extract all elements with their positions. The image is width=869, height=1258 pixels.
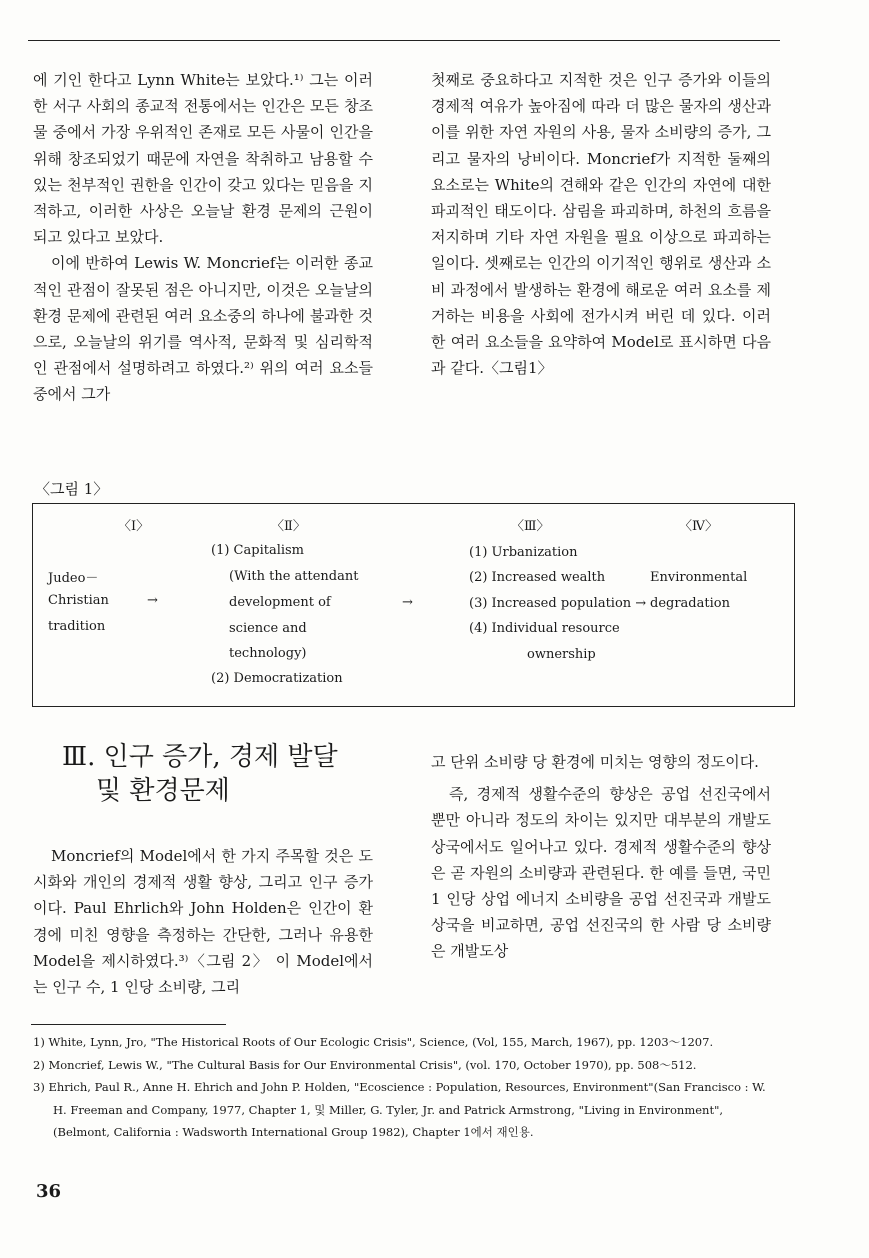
figure-col4-head: 〈Ⅳ〉 xyxy=(679,519,718,534)
paragraph: 이에 반하여 Lewis W. Moncrief는 이러한 종교적인 관점이 잘못된 점은 아니지만, 이것은 오늘날의 환경 문제에 관련된 여러 요소중의 하나에 불과한 것으로, 오늘날의 위기를 역사적, 문화적 및 심리학적인 관점에서 설명하려고 하였다.²⁾ 위의 여러 요소들 중에서 그가 xyxy=(33,254,373,404)
body-column-right-bottom xyxy=(431,749,771,965)
figure-c2-line: development of xyxy=(229,595,331,610)
paragraph: 즉, 경제적 생활수준의 향상은 공업 선진국에서 뿐만 아니라 정도의 차이는 있지만 대부분의 개발도상국에서도 일어나고 있다. 경제적 생활수준의 향상은 곧 자원의 소비량과 관련된다. 한 예를 들면, 국민 1 인당 상업 에너지 소비량을 공업 선진국과 개발도상국을 비교하면, 공업 선진국의 한 사람 당 소비량은 개발도상 xyxy=(431,785,771,961)
page-number: 36 xyxy=(36,1181,62,1202)
figure-c1-line: tradition xyxy=(48,619,106,634)
figure-col1-head: 〈Ⅰ〉 xyxy=(118,519,150,534)
top-rule xyxy=(28,40,780,41)
footnote-rule xyxy=(31,1024,226,1025)
body-column-right-top xyxy=(431,67,771,381)
figure-caption: 〈그림 1〉 xyxy=(35,480,109,498)
paragraph: 고 단위 소비량 당 환경에 미치는 영향의 정도이다. xyxy=(431,753,759,771)
footnotes xyxy=(33,1031,778,1144)
footnote: 3) Ehrich, Paul R., Anne H. Ehrich and John P. Holden, "Ecoscience : Population, Resources, Environment"(San Francisco : W. H. Freeman and Company, 1977, Chapter 1, 및 Miller, G. Tyler, Jr. and Patrick Armstrong, "Living in Environment", (Belmont, California : Wadsworth International Group 1982), Chapter 1에서 재인용. xyxy=(33,1080,766,1139)
figure-c3-line: (3) Increased population → xyxy=(469,596,647,611)
figure-c3-line: ownership xyxy=(527,647,596,662)
figure-col3-head: 〈Ⅲ〉 xyxy=(511,519,550,534)
figure-col2-head: 〈Ⅱ〉 xyxy=(271,519,306,534)
figure-c1-line: Christian xyxy=(48,593,109,608)
figure-c2-line: (2) Democratization xyxy=(211,671,343,686)
figure-c2-line: technology) xyxy=(229,646,307,661)
paragraph: 첫째로 중요하다고 지적한 것은 인구 증가와 이들의 경제적 여유가 높아짐에 따라 더 많은 물자의 생산과 이를 위한 자연 자원의 사용, 물자 소비량의 증가, 그리고 물자의 낭비이다. Moncrief가 지적한 둘째의 요소로는 White의 견해와 같은 인간의 자연에 대한 파괴적인 태도이다. 삼림을 파괴하며, 하천의 흐름을 저지하며 기타 자연 자원을 필요 이상으로 파괴하는 일이다. 셋째로는 인간의 이기적인 행위로 생산과 소비 과정에서 발생하는 환경에 해로운 여러 요소를 제거하는 비용을 사회에 전가시켜 버린 데 있다. 이러한 여러 요소들을 요약하여 Model로 표시하면 다음과 같다.〈그림1〉 xyxy=(431,71,771,378)
figure-c2-line: (1) Capitalism xyxy=(211,543,305,558)
figure-box xyxy=(32,503,795,707)
figure-c2-line: science and xyxy=(229,621,307,636)
figure-c4-line: degradation xyxy=(650,596,730,611)
figure-c1-line: Judeo－ xyxy=(48,571,99,586)
section-heading xyxy=(62,740,338,808)
paragraph: 에 기인 한다고 Lynn White는 보았다.¹⁾ 그는 이러한 서구 사회의 종교적 전통에서는 인간은 모든 창조물 중에서 가장 우위적인 존재로 모든 사물이 인간을 위해 창조되었기 때문에 자연을 착취하고 남용할 수 있는 천부적인 권한을 인간이 갖고 있다는 믿음을 지적하고, 이러한 사상은 오늘날 환경 문제의 근원이 되고 있다고 보았다. xyxy=(33,71,373,247)
figure-c3-line: (1) Urbanization xyxy=(469,545,578,560)
figure-arrow: → xyxy=(147,593,158,608)
section-heading-line: 및 환경문제 xyxy=(96,776,230,806)
paragraph: Moncrief의 Model에서 한 가지 주목할 것은 도시화와 개인의 경제적 생활 향상, 그리고 인구 증가이다. Paul Ehrlich와 John Holden은 인간이 환경에 미친 영향을 측정하는 간단한, 그러나 유용한 Model을 제시하였다.³⁾〈그림 2〉 이 Model에서는 인구 수, 1 인당 소비량, 그리 xyxy=(33,847,373,997)
section-heading-line: Ⅲ. 인구 증가, 경제 발달 xyxy=(62,742,338,772)
figure-c3-line: (2) Increased wealth xyxy=(469,570,606,585)
body-column-left-bottom xyxy=(33,843,373,1000)
figure-c2-line: (With the attendant xyxy=(229,569,359,584)
figure-c3-line: (4) Individual resource xyxy=(469,621,620,636)
footnote: 2) Moncrief, Lewis W., "The Cultural Basis for Our Environmental Crisis", (vol. 170, October 1970), pp. 508～512. xyxy=(33,1057,697,1072)
body-column-left-top xyxy=(33,67,373,408)
figure-arrow: → xyxy=(402,595,413,610)
footnote: 1) White, Lynn, Jro, "The Historical Roots of Our Ecologic Crisis", Science, (Vol, 155, March, 1967), pp. 1203～1207. xyxy=(33,1035,714,1049)
figure-c4-line: Environmental xyxy=(650,570,748,585)
